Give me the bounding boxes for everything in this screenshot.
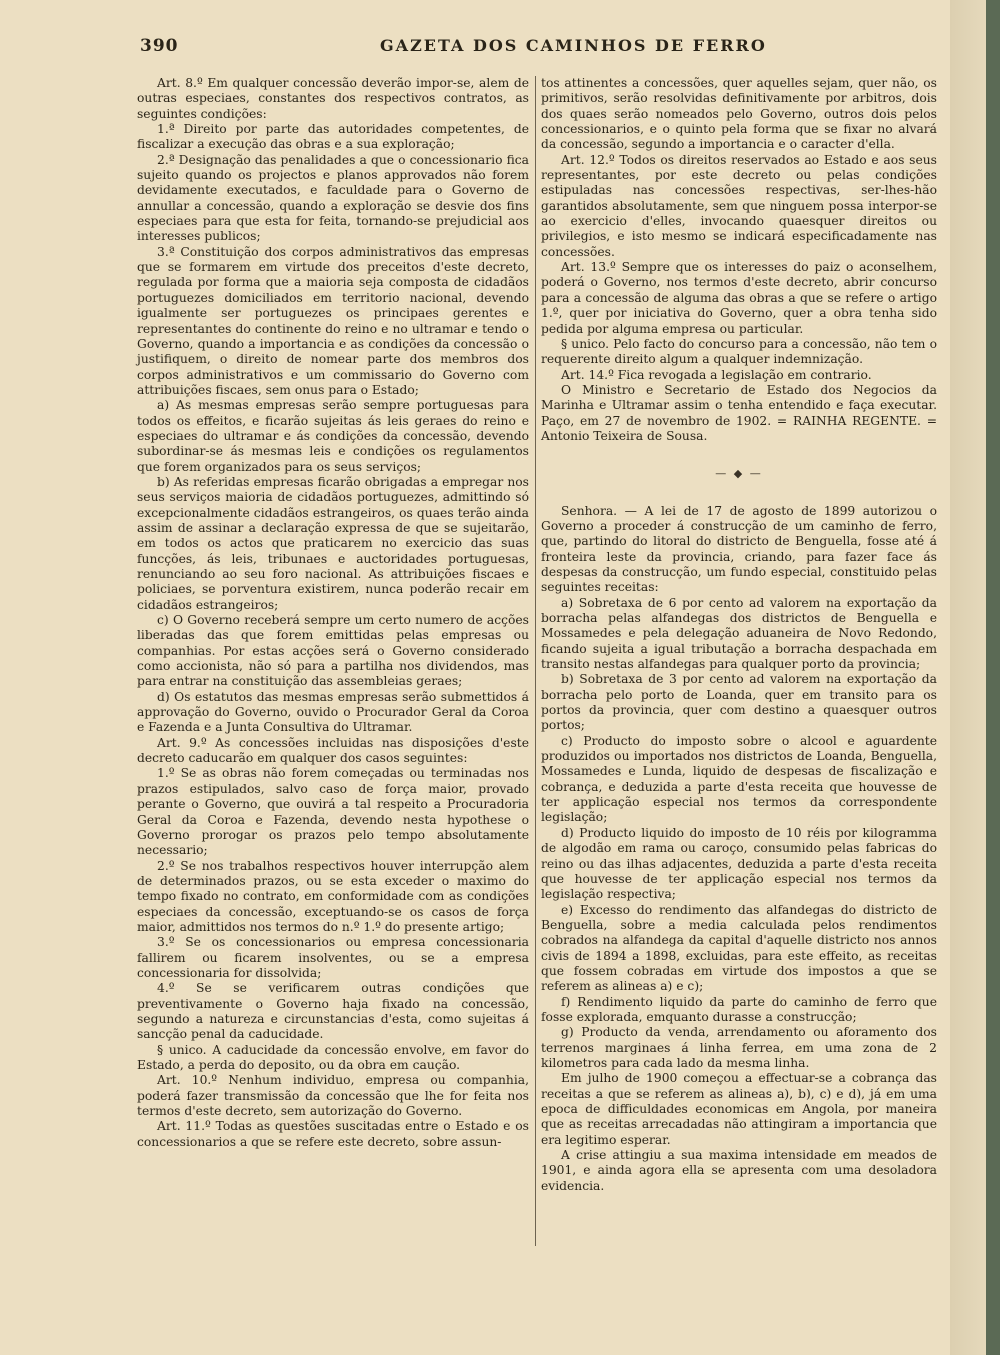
paragraph: Art. 13.º Sempre que os interesses do paiz o aconselhem, poderá o Governo, nos termos d'este decreto, abrir concurso para a concessão de alguma das obras a que se refere o artigo 1.º, quer por iniciativa do Governo, quer a obra tenha sido pedida por alguma empresa ou particular.	[541, 260, 937, 336]
paragraph: 1.º Se as obras não forem começadas ou terminadas nos prazos estipulados, salvo caso de força maior, provado perante o Governo, que ouvirá a tal respeito a Procuradoria Geral da Coroa e Fazenda, devendo nesta hypothese o Governo prorogar os prazos pelo tempo absolutamente necessario;	[137, 766, 529, 858]
paragraph: tos attinentes a concessões, quer aquelles sejam, quer não, os primitivos, serão resolvidas definitivamente por arbitros, dois dos quaes serão nomeados pelo Governo, outros dois pelos concessionarios, e o quinto pela forma que se fixar no alvará da concessão, segundo a importancia e o caracter d'ella.	[541, 76, 937, 152]
paragraph: 3.º Se os concessionarios ou empresa concessionaria fallirem ou ficarem insolventes, ou se a empresa concessionaria for dissolvida;	[137, 935, 529, 980]
paragraph: A crise attingiu a sua maxima intensidade em meados de 1901, e ainda agora ella se apresenta com uma desoladora evidencia.	[541, 1148, 937, 1193]
right-column	[541, 76, 937, 1194]
paragraph: g) Producto da venda, arrendamento ou aforamento dos terrenos marginaes á linha ferrea, em uma zona de 2 kilometros para cada lado da mesma linha.	[541, 1025, 937, 1070]
page-number: 390	[140, 36, 179, 56]
binding-edge	[986, 0, 1000, 1355]
paragraph: c) O Governo receberá sempre um certo numero de acções liberadas das que forem emittidas pelas empresas ou companhias. Por estas acções será o Governo considerado como accionista, não só para a partilha nos dividendos, mas para entrar na constituição das assembleias geraes;	[137, 613, 529, 689]
left-column	[137, 76, 529, 1150]
page-header	[140, 34, 940, 62]
paragraph: Art. 12.º Todos os direitos reservados ao Estado e aos seus representantes, por este decreto ou pelas condições estipuladas nas concessões respectivas, ser-lhes-hão garantidos absolutamente, sem que ninguem possa interpor-se ao exercicio d'elles, invocando quaesquer direitos ou privilegios, e isto mesmo se indicará especificadamente nas concessões.	[541, 152, 937, 259]
paragraph: O Ministro e Secretario de Estado dos Negocios da Marinha e Ultramar assim o tenha entendido e faça executar. Paço, em 27 de novembro de 1902. = RAINHA REGENTE. = Antonio Teixeira de Sousa.	[541, 382, 937, 443]
paragraph: a) Sobretaxa de 6 por cento ad valorem na exportação da borracha pelas alfandegas dos districtos de Benguella e Mossamedes e pela delegação aduaneira de Novo Redondo, ficando sujeita a igual tributação a borracha despachada em transito nestas alfandegas para qualquer porto da provincia;	[541, 595, 937, 672]
paragraph: 4.º Se se verificarem outras condições que preventivamente o Governo haja fixado na concessão, segundo a natureza e circunstancias d'esta, como sujeitas á sancção penal da caducidade.	[137, 981, 529, 1042]
paragraph: § unico. A caducidade da concessão envolve, em favor do Estado, a perda do deposito, ou da obra em caução.	[137, 1042, 529, 1072]
running-title: GAZETA DOS CAMINHOS DE FERRO	[380, 36, 767, 55]
paragraph: d) Os estatutos das mesmas empresas serão submettidos á approvação do Governo, ouvido o Procurador Geral da Coroa e Fazenda e a Junta Consultiva do Ultramar.	[137, 689, 529, 735]
paragraph: Art. 8.º Em qualquer concessão deverão impor-se, alem de outras especiaes, constantes dos respectivos contratos, as seguintes condições:	[137, 76, 529, 121]
paragraph: e) Excesso do rendimento das alfandegas do districto de Benguella, sobre a media calculada pelos rendimentos cobrados na alfandega da capital d'aquelle districto nos annos civis de 1894 a 1898, excluidas, para este effeito, as receitas que fossem cobradas em virtude dos impostos a que se referem as alineas a) e c);	[541, 902, 937, 994]
paragraph: Art. 9.º As concessões incluidas nas disposições d'este decreto caducarão em qualquer dos casos seguintes:	[137, 735, 529, 766]
paragraph: 1.ª Direito por parte das autoridades competentes, de fiscalizar a execução das obras e a sua exploração;	[137, 122, 529, 152]
paragraph: 3.ª Constituição dos corpos administrativos das empresas que se formarem em virtude dos preceitos d'este decreto, regulada por forma que a maioria seja composta de cidadãos portuguezes domiciliados em territorio nacional, devendo igualmente ser portuguezes os principaes gerentes e representantes do continente do reino e no ultramar e tendo o Governo, quando a importancia e as condições da concessão o justifiquem, o direito de nomear parte dos membros dos corpos administrativos e um commissario do Governo com attribuições fiscaes, sem onus para o Estado;	[137, 244, 529, 397]
paragraph: b) Sobretaxa de 3 por cento ad valorem na exportação da borracha pelo porto de Loanda, quer em transito para os portos da provincia, quer com destino a quaesquer outros portos;	[541, 672, 937, 733]
paragraph: Em julho de 1900 começou a effectuar-se a cobrança das receitas a que se referem as alineas a), b), c) e d), já em uma epoca de difficuldades economicas em Angola, por maneira que as receitas arrecadadas não attingiram a importancia que era legitimo esperar.	[541, 1071, 937, 1147]
paragraph: c) Producto do imposto sobre o alcool e aguardente produzidos ou importados nos districtos de Loanda, Benguella, Mossamedes e Lunda, liquido de despesas de fiscalização e cobrança, e deduzida a parte d'esta receita que houvesse de ter applicação especial nos termos da correspondente legislação;	[541, 733, 937, 825]
paragraph: d) Producto liquido do imposto de 10 réis por kilogramma de algodão em rama ou caroço, consumido pelas fabricas do reino ou das ilhas adjacentes, deduzida a parte d'esta receita que houvesse de ter applicação especial nos termos da legislação respectiva;	[541, 825, 937, 902]
paragraph: a) As mesmas empresas serão sempre portuguesas para todos os effeitos, e ficarão sujeitas ás leis geraes do reino e especiaes do ultramar e ás condições da concessão, devendo subordinar-se ás mesmas leis e condições os regulamentos que forem organizados para os seus serviços;	[137, 398, 529, 474]
section-ornament: — ◆ —	[715, 467, 763, 481]
paragraph: Senhora. — A lei de 17 de agosto de 1899 autorizou o Governo a proceder á construcção de um caminho de ferro, que, partindo do litoral do districto de Benguella, fosse até á fronteira leste da provincia, criando, para fazer face ás despesas da construcção, um fundo especial, constituido pelas seguintes receitas:	[541, 503, 937, 595]
paragraph: b) As referidas empresas ficarão obrigadas a empregar nos seus serviços maioria de cidadãos portuguezes, admittindo só excepcionalmente cidadãos estrangeiros, os quaes terão ainda assim de assinar a declaração expressa de que se sujeitarão, em todos os actos que praticarem no exercicio das suas funcções, ás leis, tribunaes e auctoridades portuguesas, renunciando ao seu foro nacional. As attribuições fiscaes e policiaes, se porventura existirem, nunca poderão recair em cidadãos estrangeiros;	[137, 474, 529, 612]
paragraph: Art. 11.º Todas as questões suscitadas entre o Estado e os concessionarios a que se refere este decreto, sobre assun-	[137, 1119, 529, 1149]
paragraph: 2.º Se nos trabalhos respectivos houver interrupção alem de determinados prazos, ou se esta exceder o maximo do tempo fixado no contrato, em conformidade com as condições especiaes da concessão, exceptuando-se os casos de força maior, admittidos nos termos do n.º 1.º do presente artigo;	[137, 858, 529, 934]
column-rule	[535, 76, 536, 1246]
paragraph: § unico. Pelo facto do concurso para a concessão, não tem o requerente direito algum a qualquer indemnização.	[541, 336, 937, 367]
paragraph: 2.ª Designação das penalidades a que o concessionario fica sujeito quando os projectos e planos approvados não forem devidamente executados, e faculdade para o Governo de annullar a concessão, quando a exploração se desvie dos fins especiaes para que esta for feita, tornando-se prejudicial aos interesses publicos;	[137, 152, 529, 244]
paragraph: Art. 10.º Nenhum individuo, empresa ou companhia, poderá fazer transmissão da concessão que lhe for feita nos termos d'este decreto, sem autorização do Governo.	[137, 1073, 529, 1119]
paragraph: f) Rendimento liquido da parte do caminho de ferro que fosse explorada, emquanto durasse a construcção;	[541, 994, 937, 1024]
paragraph: Art. 14.º Fica revogada a legislação em contrario.	[561, 367, 872, 382]
